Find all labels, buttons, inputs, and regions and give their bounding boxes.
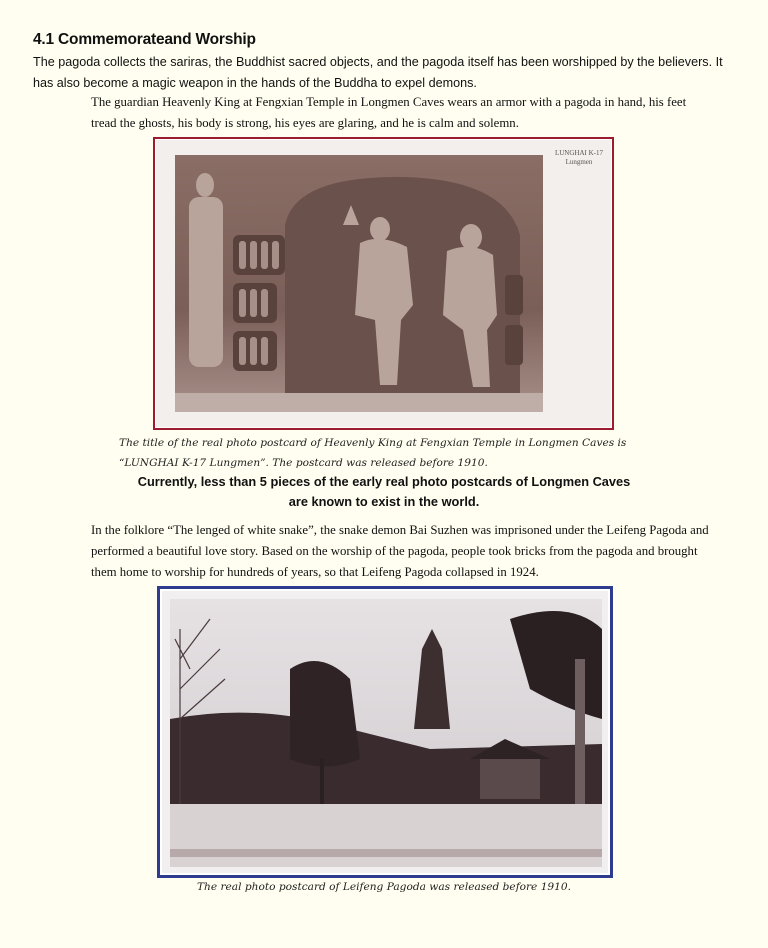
postcard-label-line2: Lungmen <box>565 158 593 166</box>
rarity-note-line1: Currently, less than 5 pieces of the early real photo postcards of Longmen Caves <box>137 474 631 489</box>
postcard-longmen-caption: The title of the real photo postcard of Heavenly King at Fengxian Temple in Longmen Caves is “LUNGHAI K-17 Lungmen”. The postcard was released before 1910. <box>119 437 627 469</box>
postcard-leifeng-caption: The real photo postcard of Leifeng Pagoda was released before 1910. <box>196 881 572 893</box>
section-heading: 4.1 Commemorateand Worship <box>33 31 256 48</box>
postcard-label-line1: LUNGHAI K-17 <box>554 149 603 157</box>
rarity-note <box>90 472 678 512</box>
white-snake-paragraph: In the folklore “The lenged of white snake”, the snake demon Bai Suzhen was imprisoned under the Leifeng Pagoda and performed a beautiful love story. Based on the worship of the pagoda, people took bricks from the pagoda and brought them home to worship for hundreds of years, so that Leifeng Pagoda collapsed in 1924. <box>91 523 709 579</box>
heavenly-king-paragraph: The guardian Heavenly King at Fengxian Temple in Longmen Caves wears an armor with a pagoda in hand, his feet tread the ghosts, his body is strong, his eyes are glaring, and he is calm and solemn. <box>91 95 687 130</box>
leifeng-pagoda-photo <box>170 599 602 867</box>
postcard-leifeng-frame <box>157 586 613 878</box>
intro-paragraph: The pagoda collects the sariras, the Buddhist sacred objects, and the pagoda itself has been worshipped by the believers. It has also become a magic weapon in the hands of the Buddha to expel demons. <box>33 55 723 90</box>
postcard-title-label <box>555 149 603 167</box>
longmen-caves-photo <box>175 155 543 412</box>
postcard-longmen-frame <box>153 137 614 430</box>
rarity-note-line2: are known to exist in the world. <box>288 494 480 509</box>
